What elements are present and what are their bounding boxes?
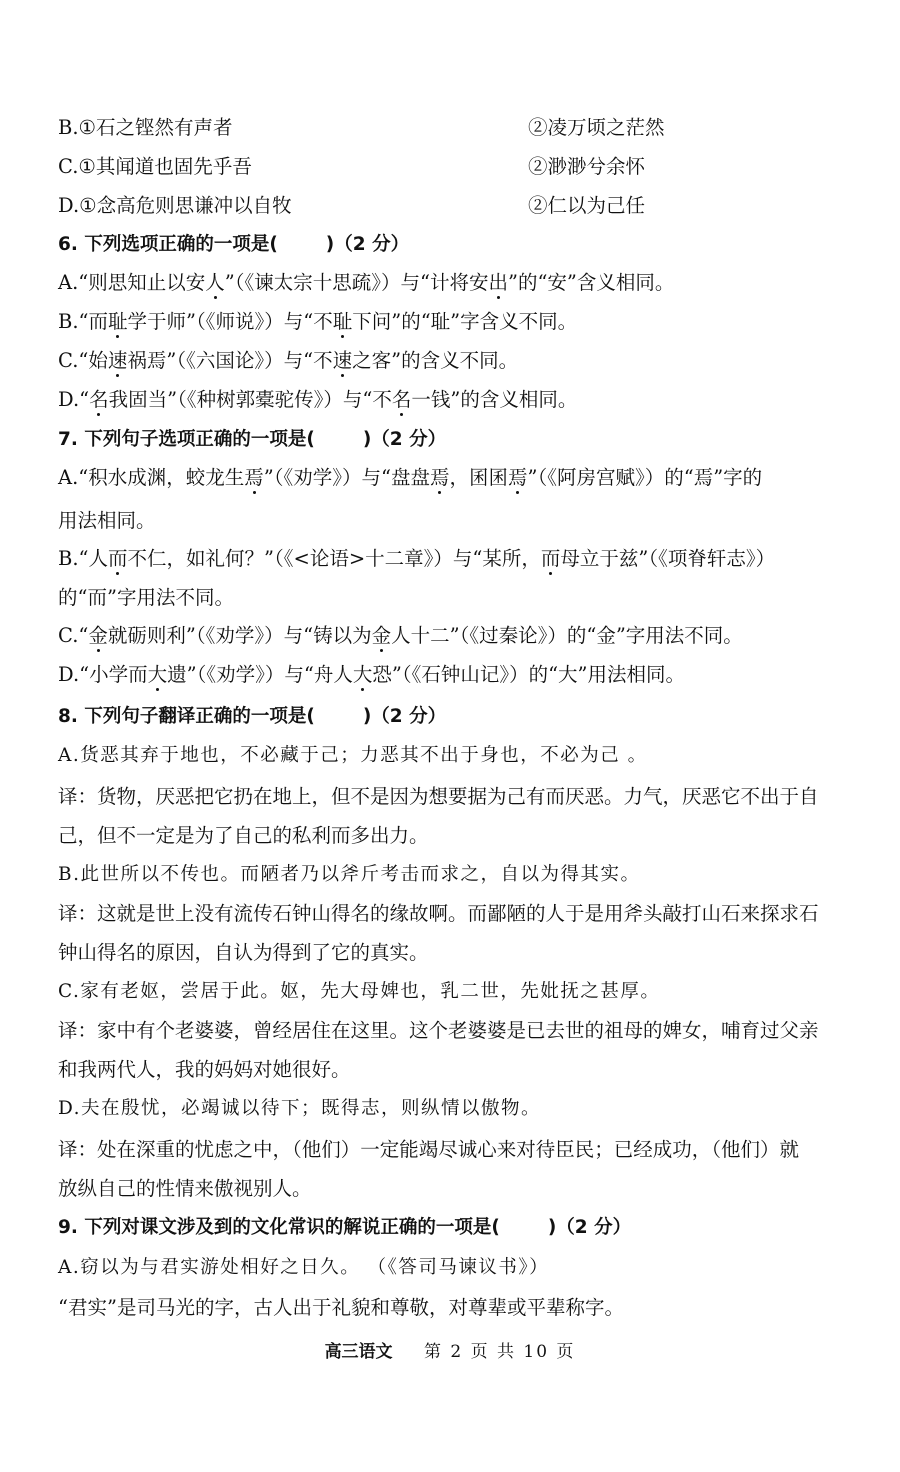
question-7-option-b-cont: 的“而”字用法不同。 xyxy=(58,586,234,609)
question-8-option-d: D.夫在殷忧，必竭诚以待下；既得志，则纵情以傲物。 xyxy=(58,1098,542,1119)
question-8-option-b-translation-1: 译：这就是世上没有流传石钟山得名的缘故啊。而鄙陋的人于是用斧头敲打山石来探求石 xyxy=(58,902,819,925)
dotted-char: 焉 xyxy=(429,466,450,489)
dotted-char: 而 xyxy=(540,547,561,570)
dotted-char: 焉 xyxy=(244,466,264,489)
dotted-char: 焉 xyxy=(508,466,528,489)
dotted-char: 人 xyxy=(205,271,225,294)
dotted-char: 金 xyxy=(88,624,108,647)
question-9-option-a-explanation: “君实”是司马光的字，古人出于礼貌和尊敬，对尊辈或平辈称字。 xyxy=(58,1296,624,1319)
question-8-option-a-translation-2: 己，但不一定是为了自己的私利而多出力。 xyxy=(58,824,429,847)
question-9-option-a: A.窃以为与君实游处相好之日久。 （《答司马谏议书》） xyxy=(58,1257,550,1278)
dotted-char: 大 xyxy=(352,663,373,686)
dotted-char: 速 xyxy=(107,349,128,372)
question-8-option-b: B.此世所以不传也。而陋者乃以斧斤考击而求之，自以为得其实。 xyxy=(58,864,641,885)
dotted-char: 速 xyxy=(332,349,353,372)
option-d-2: ②仁以为己任 xyxy=(528,194,646,217)
option-c-1: C.①其闻道也固先乎吾 xyxy=(58,155,252,178)
question-7-option-b: B.“人而不仁，如礼何？”（《<论语>十二章》）与“某所，而母立于兹”（《项脊轩志》） xyxy=(58,547,776,570)
footer-page-number: 第 2 页 共 10 页 xyxy=(423,1342,576,1362)
question-8-option-d-translation-1: 译：处在深重的忧虑之中，（他们）一定能竭尽诚心来对待臣民；已经成功，（他们）就 xyxy=(58,1138,800,1161)
dotted-char: 名 xyxy=(89,388,109,411)
dotted-char: 金 xyxy=(371,624,392,647)
option-row-c xyxy=(58,153,852,181)
question-8-option-c-translation-1: 译：家中有个老婆婆，曾经居住在这里。这个老婆婆是已去世的祖母的婢女，哺育过父亲 xyxy=(58,1019,819,1042)
question-9-title: 9. 下列对课文涉及到的文化常识的解说正确的一项是( )（2 分） xyxy=(58,1217,632,1238)
dotted-char: 而 xyxy=(108,547,128,570)
option-d-1: D.①念高危则思谦冲以自牧 xyxy=(58,194,292,217)
dotted-char: 出 xyxy=(488,271,508,294)
question-8-option-a: A.货恶其弃于地也，不必藏于己；力恶其不出于身也，不必为己 。 xyxy=(58,745,648,766)
option-row-b xyxy=(58,114,852,142)
option-c-2: ②渺渺兮余怀 xyxy=(528,155,646,178)
option-b-1: B.①石之铿然有声者 xyxy=(58,116,233,139)
question-6-option-b: B.“而耻学于师”（《师说》）与“不耻下问”的“耻”字含义不同。 xyxy=(58,310,578,333)
question-7-option-c: C.“金就砺则利”（《劝学》）与“铸以为金人十二”（《过秦论》）的“金”字用法不同。 xyxy=(58,624,743,647)
page-footer xyxy=(0,1340,900,1364)
footer-subject: 高三语文 xyxy=(324,1342,393,1362)
question-8-title: 8. 下列句子翻译正确的一项是( )（2 分） xyxy=(58,706,447,727)
question-8-option-b-translation-2: 钟山得名的原因，自认为得到了它的真实。 xyxy=(58,941,429,964)
question-6-title: 6. 下列选项正确的一项是( )（2 分） xyxy=(58,234,410,255)
question-8-option-d-translation-2: 放纵自己的性情来傲视别人。 xyxy=(58,1177,312,1200)
question-7-option-a: A.“积水成渊，蛟龙生焉”（《劝学》）与“盘盘焉，囷囷焉”（《阿房宫赋》）的“焉”字的 xyxy=(58,466,763,489)
dotted-char: 大 xyxy=(147,663,168,686)
dotted-char: 耻 xyxy=(108,310,128,333)
option-row-d xyxy=(58,192,852,220)
question-8-option-a-translation-1: 译：货物，厌恶把它扔在地上，但不是因为想要据为己有而厌恶。力气，厌恶它不出于自 xyxy=(58,785,819,808)
dotted-char: 耻 xyxy=(332,310,353,333)
dotted-char: 名 xyxy=(391,388,412,411)
question-7-option-d: D.“小学而大遗”（《劝学》）与“舟人大恐”（《石钟山记》）的“大”用法相同。 xyxy=(58,663,686,686)
question-6-option-c: C.“始速祸焉”（《六国论》）与“不速之客”的含义不同。 xyxy=(58,349,519,372)
option-b-2: ②凌万顷之茫然 xyxy=(528,116,665,139)
question-7-option-a-cont: 用法相同。 xyxy=(58,509,156,532)
question-8-option-c-translation-2: 和我两代人，我的妈妈对她很好。 xyxy=(58,1058,351,1081)
question-6-option-a: A.“则思知止以安人”（《谏太宗十思疏》）与“计将安出”的“安”含义相同。 xyxy=(58,271,675,294)
question-6-option-d: D.“名我固当”（《种树郭橐驼传》）与“不名一钱”的含义相同。 xyxy=(58,388,578,411)
question-8-option-c: C.家有老妪，尝居于此。妪，先大母婢也，乳二世，先妣抚之甚厚。 xyxy=(58,981,661,1002)
question-7-title: 7. 下列句子选项正确的一项是( )（2 分） xyxy=(58,429,447,450)
